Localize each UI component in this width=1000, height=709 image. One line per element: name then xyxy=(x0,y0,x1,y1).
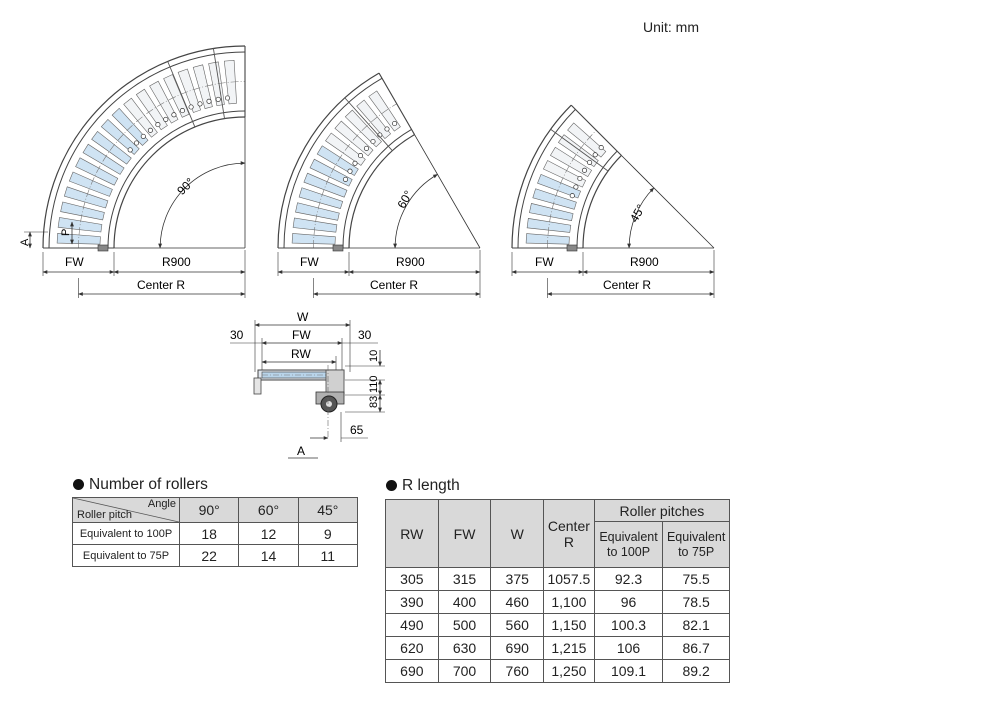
r-header-center-r xyxy=(544,500,595,568)
curve-90-chain-link xyxy=(172,113,176,117)
r-length-heading xyxy=(386,477,460,495)
r-length-cell: 109.1 xyxy=(594,660,663,683)
rollers-title: Number of rollers xyxy=(89,476,208,493)
r-length-cell: 390 xyxy=(386,591,439,614)
curve-90-chain-link xyxy=(156,122,160,126)
curve-60-angle-label: 60° xyxy=(394,188,416,211)
section-83-label: 83 xyxy=(368,395,380,408)
curve-90-fw-label: FW xyxy=(65,255,84,269)
rollers-cell: 14 xyxy=(239,545,298,567)
r-length-cell: 1,100 xyxy=(544,591,595,614)
curve-90-chain-link xyxy=(141,134,145,138)
r-length-body xyxy=(386,568,730,683)
r-length-cell: 690 xyxy=(491,637,544,660)
r-length-cell: 560 xyxy=(491,614,544,637)
r-header-fw: FW xyxy=(438,500,491,568)
curve-90-angle-arc xyxy=(160,163,245,248)
curve-45-chain-link xyxy=(599,145,603,149)
curve-60-chain-link xyxy=(392,121,396,125)
bullet-icon xyxy=(73,479,84,490)
rollers-heading xyxy=(73,476,208,494)
curve-45-chain-link xyxy=(582,168,586,172)
rollers-cell: 11 xyxy=(298,545,357,567)
table-row xyxy=(386,637,730,660)
curve-60-chain-link xyxy=(371,139,375,143)
rollers-cell: 12 xyxy=(239,523,298,545)
curve-45-angle-label: 45° xyxy=(626,201,649,225)
r-length-cell: 620 xyxy=(386,637,439,660)
curve-90-a-label: A xyxy=(19,238,31,246)
r-length-cell: 96 xyxy=(594,591,663,614)
curve-90-chain-link xyxy=(134,141,138,145)
table-row xyxy=(386,568,730,591)
r-length-cell: 630 xyxy=(438,637,491,660)
rollers-cell: 9 xyxy=(298,523,357,545)
curve-90-chain-link xyxy=(128,148,132,152)
r-length-cell: 89.2 xyxy=(663,660,730,683)
curve-90-angle-label: 90° xyxy=(174,175,197,198)
r-length-cell: 1,250 xyxy=(544,660,595,683)
curve-60-chain-link xyxy=(348,169,352,173)
curve-45-chain-link xyxy=(574,185,578,189)
curve-45-chain-link xyxy=(587,160,591,164)
r-length-cell: 1,215 xyxy=(544,637,595,660)
r-length-cell: 460 xyxy=(491,591,544,614)
section-rw-label: RW xyxy=(291,347,311,361)
curve-90-chain-link xyxy=(198,102,202,106)
curve-60-frame xyxy=(343,129,412,248)
curve-90-chain-link xyxy=(207,99,211,103)
curve-60-center-label: Center R xyxy=(370,278,419,292)
curve-60-chain-link xyxy=(353,161,357,165)
section-a-label: A xyxy=(297,444,306,458)
curve-60-chain-link xyxy=(385,127,389,131)
section-65-label: 65 xyxy=(350,423,364,437)
r-length-cell: 106 xyxy=(594,637,663,660)
rollers-table xyxy=(72,497,358,567)
curve-90-radius-label: R900 xyxy=(162,255,191,269)
r-header-w: W xyxy=(491,500,544,568)
rollers-row-label: Equivalent to 75P xyxy=(73,545,180,567)
section-right-30-label: 30 xyxy=(358,328,372,342)
section-left-30-label: 30 xyxy=(230,328,244,342)
r-length-cell: 490 xyxy=(386,614,439,637)
r-header-100p xyxy=(594,522,663,568)
rollers-cell: 18 xyxy=(180,523,239,545)
r-length-cell: 700 xyxy=(438,660,491,683)
curve-60-fw-label: FW xyxy=(300,255,319,269)
corner-bottom-label: Roller pitch xyxy=(77,509,133,521)
table-row xyxy=(386,660,730,683)
r-length-cell: 92.3 xyxy=(594,568,663,591)
r-header-pitches: Roller pitches xyxy=(594,500,729,522)
curve-90-chain-link xyxy=(180,108,184,112)
center-r-line-2: R xyxy=(563,533,574,550)
unit-label: Unit: mm xyxy=(643,19,699,35)
curve-45-chain-link xyxy=(570,194,574,198)
r-length-cell: 1,150 xyxy=(544,614,595,637)
r-length-cell: 1057.5 xyxy=(544,568,595,591)
curve-90-drawing xyxy=(24,46,245,298)
r-header-75p xyxy=(663,522,730,568)
p75-line-2: to 75P xyxy=(678,544,715,559)
r-length-title: R length xyxy=(402,477,460,494)
curve-60-end-line xyxy=(415,135,481,248)
center-r-line-1: Center xyxy=(547,517,590,534)
curve-60-chain-link xyxy=(364,146,368,150)
table-row xyxy=(73,523,358,545)
curve-90-p-label: P xyxy=(60,228,72,236)
r-header-rw: RW xyxy=(386,500,439,568)
curve-90-drive-unit xyxy=(98,245,108,251)
r-length-cell: 86.7 xyxy=(663,637,730,660)
curve-45-radius-label: R900 xyxy=(630,255,659,269)
curve-90-chain-link xyxy=(164,117,168,121)
r-length-cell: 375 xyxy=(491,568,544,591)
table-row xyxy=(73,545,358,567)
table-row xyxy=(386,591,730,614)
r-length-cell: 400 xyxy=(438,591,491,614)
curve-45-chain-link xyxy=(578,176,582,180)
r-length-table xyxy=(385,499,730,683)
curve-60-chain-link xyxy=(343,177,347,181)
r-length-cell: 690 xyxy=(386,660,439,683)
curve-60-angle-arc xyxy=(395,174,437,248)
p100-line-2: to 100P xyxy=(606,544,651,559)
curve-90-center-label: Center R xyxy=(137,278,186,292)
curve-60-radius-label: R900 xyxy=(396,255,425,269)
corner-top-label: Angle xyxy=(147,498,176,510)
curve-90-chain-link xyxy=(216,97,220,101)
section-110-label: 110 xyxy=(368,375,380,393)
rollers-cell: 22 xyxy=(180,545,239,567)
curve-60-drive-unit xyxy=(333,245,343,251)
rollers-col-header: 90° xyxy=(180,498,239,523)
curve-45-fw-label: FW xyxy=(535,255,554,269)
p100-line-1: Equivalent xyxy=(599,529,658,544)
rollers-col-header: 45° xyxy=(298,498,357,523)
section-fw-label: FW xyxy=(292,328,311,342)
r-length-cell: 78.5 xyxy=(663,591,730,614)
r-length-cell: 315 xyxy=(438,568,491,591)
curve-90-chain-link xyxy=(148,128,152,132)
curve-60-chain-link xyxy=(358,153,362,157)
curve-45-roller xyxy=(527,218,571,232)
curve-60-roller xyxy=(293,218,337,232)
curve-45-drive-unit xyxy=(567,245,577,251)
r-length-cell: 100.3 xyxy=(594,614,663,637)
p75-line-1: Equivalent xyxy=(666,529,726,544)
r-length-cell: 305 xyxy=(386,568,439,591)
rollers-col-header: 60° xyxy=(239,498,298,523)
r-length-cell: 500 xyxy=(438,614,491,637)
section-10-label: 10 xyxy=(368,349,380,362)
r-length-cell: 75.5 xyxy=(663,568,730,591)
r-length-cell: 82.1 xyxy=(663,614,730,637)
curve-45-drawing xyxy=(512,105,714,298)
r-length-cell: 760 xyxy=(491,660,544,683)
rollers-corner-cell xyxy=(73,498,180,523)
bullet-icon xyxy=(386,480,397,491)
table-row xyxy=(386,614,730,637)
rollers-row-label: Equivalent to 100P xyxy=(73,523,180,545)
curve-90-chain-link xyxy=(225,96,229,100)
curve-90-chain-link xyxy=(189,105,193,109)
section-w-label: W xyxy=(297,310,309,324)
curve-45-center-label: Center R xyxy=(603,278,652,292)
curve-45-chain-link xyxy=(593,153,597,157)
